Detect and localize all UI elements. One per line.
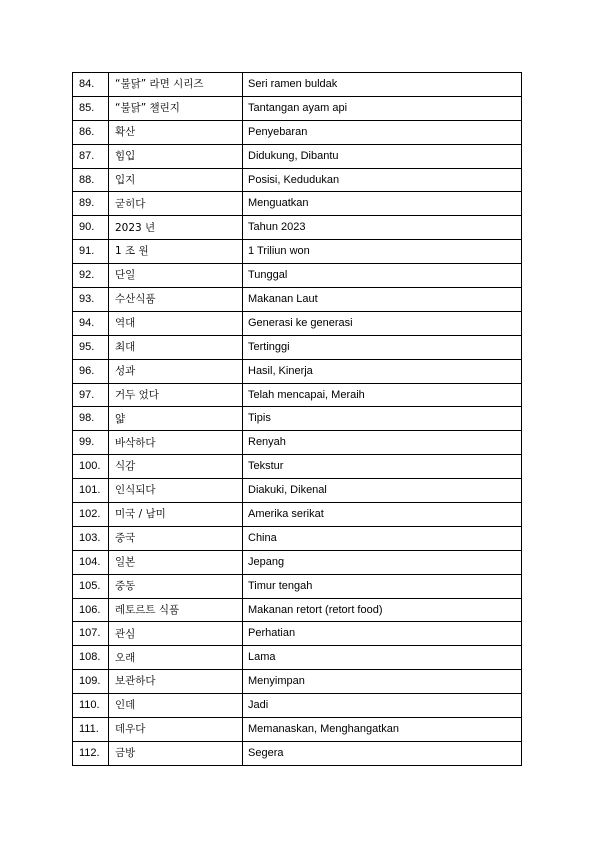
row-number: 112.: [73, 741, 109, 765]
korean-term: 확산: [109, 120, 243, 144]
table-row: [73, 192, 522, 216]
indonesian-meaning: Penyebaran: [243, 120, 522, 144]
indonesian-meaning: Jepang: [243, 550, 522, 574]
table-row: [73, 383, 522, 407]
korean-term: “불닭” 챌린지: [109, 96, 243, 120]
table-row: [73, 622, 522, 646]
korean-term: 얇: [109, 407, 243, 431]
table-row: [73, 741, 522, 765]
row-number: 91.: [73, 240, 109, 264]
row-number: 103.: [73, 526, 109, 550]
row-number: 96.: [73, 359, 109, 383]
korean-term: 2023 년: [109, 216, 243, 240]
row-number: 92.: [73, 264, 109, 288]
table-row: [73, 694, 522, 718]
indonesian-meaning: Tertinggi: [243, 335, 522, 359]
vocabulary-table-body: [73, 73, 522, 766]
row-number: 98.: [73, 407, 109, 431]
row-number: 107.: [73, 622, 109, 646]
indonesian-meaning: Tantangan ayam api: [243, 96, 522, 120]
table-row: [73, 646, 522, 670]
indonesian-meaning: Amerika serikat: [243, 503, 522, 527]
table-row: [73, 311, 522, 335]
indonesian-meaning: Timur tengah: [243, 574, 522, 598]
indonesian-meaning: Hasil, Kinerja: [243, 359, 522, 383]
table-row: [73, 288, 522, 312]
korean-term: 굳히다: [109, 192, 243, 216]
korean-term: 오래: [109, 646, 243, 670]
row-number: 87.: [73, 144, 109, 168]
korean-term: 힘입: [109, 144, 243, 168]
korean-term: 보관하다: [109, 670, 243, 694]
korean-term: 바삭하다: [109, 431, 243, 455]
table-row: [73, 73, 522, 97]
indonesian-meaning: Tahun 2023: [243, 216, 522, 240]
row-number: 99.: [73, 431, 109, 455]
indonesian-meaning: Segera: [243, 741, 522, 765]
row-number: 88.: [73, 168, 109, 192]
table-row: [73, 718, 522, 742]
korean-term: “불닭” 라면 시리즈: [109, 73, 243, 97]
indonesian-meaning: Seri ramen buldak: [243, 73, 522, 97]
table-row: [73, 455, 522, 479]
indonesian-meaning: Generasi ke generasi: [243, 311, 522, 335]
korean-term: 미국 / 남미: [109, 503, 243, 527]
table-row: [73, 168, 522, 192]
table-row: [73, 120, 522, 144]
korean-term: 일본: [109, 550, 243, 574]
row-number: 95.: [73, 335, 109, 359]
table-row: [73, 503, 522, 527]
indonesian-meaning: Posisi, Kedudukan: [243, 168, 522, 192]
table-row: [73, 335, 522, 359]
row-number: 94.: [73, 311, 109, 335]
table-row: [73, 550, 522, 574]
indonesian-meaning: Telah mencapai, Meraih: [243, 383, 522, 407]
indonesian-meaning: Makanan retort (retort food): [243, 598, 522, 622]
korean-term: 단일: [109, 264, 243, 288]
korean-term: 식감: [109, 455, 243, 479]
indonesian-meaning: Jadi: [243, 694, 522, 718]
table-row: [73, 526, 522, 550]
indonesian-meaning: Menguatkan: [243, 192, 522, 216]
korean-term: 1 조 원: [109, 240, 243, 264]
korean-term: 역대: [109, 311, 243, 335]
indonesian-meaning: China: [243, 526, 522, 550]
table-row: [73, 598, 522, 622]
row-number: 97.: [73, 383, 109, 407]
row-number: 93.: [73, 288, 109, 312]
table-row: [73, 144, 522, 168]
indonesian-meaning: Tipis: [243, 407, 522, 431]
korean-term: 레토르트 식품: [109, 598, 243, 622]
korean-term: 인데: [109, 694, 243, 718]
table-row: [73, 574, 522, 598]
indonesian-meaning: Memanaskan, Menghangatkan: [243, 718, 522, 742]
korean-term: 입지: [109, 168, 243, 192]
indonesian-meaning: Lama: [243, 646, 522, 670]
row-number: 108.: [73, 646, 109, 670]
indonesian-meaning: Didukung, Dibantu: [243, 144, 522, 168]
indonesian-meaning: Makanan Laut: [243, 288, 522, 312]
row-number: 105.: [73, 574, 109, 598]
row-number: 109.: [73, 670, 109, 694]
korean-term: 성과: [109, 359, 243, 383]
korean-term: 관심: [109, 622, 243, 646]
korean-term: 중동: [109, 574, 243, 598]
indonesian-meaning: Tunggal: [243, 264, 522, 288]
indonesian-meaning: Menyimpan: [243, 670, 522, 694]
row-number: 111.: [73, 718, 109, 742]
row-number: 106.: [73, 598, 109, 622]
row-number: 89.: [73, 192, 109, 216]
table-row: [73, 670, 522, 694]
row-number: 102.: [73, 503, 109, 527]
table-row: [73, 479, 522, 503]
indonesian-meaning: Diakuki, Dikenal: [243, 479, 522, 503]
indonesian-meaning: Tekstur: [243, 455, 522, 479]
korean-term: 거두 었다: [109, 383, 243, 407]
korean-term: 인식되다: [109, 479, 243, 503]
row-number: 101.: [73, 479, 109, 503]
indonesian-meaning: Renyah: [243, 431, 522, 455]
row-number: 104.: [73, 550, 109, 574]
table-row: [73, 431, 522, 455]
row-number: 84.: [73, 73, 109, 97]
table-row: [73, 216, 522, 240]
row-number: 85.: [73, 96, 109, 120]
indonesian-meaning: 1 Triliun won: [243, 240, 522, 264]
table-row: [73, 407, 522, 431]
table-row: [73, 96, 522, 120]
korean-term: 최대: [109, 335, 243, 359]
row-number: 110.: [73, 694, 109, 718]
table-row: [73, 359, 522, 383]
vocabulary-table: [72, 72, 522, 766]
table-row: [73, 240, 522, 264]
korean-term: 수산식품: [109, 288, 243, 312]
table-row: [73, 264, 522, 288]
korean-term: 중국: [109, 526, 243, 550]
korean-term: 금방: [109, 741, 243, 765]
row-number: 90.: [73, 216, 109, 240]
korean-term: 데우다: [109, 718, 243, 742]
row-number: 100.: [73, 455, 109, 479]
row-number: 86.: [73, 120, 109, 144]
indonesian-meaning: Perhatian: [243, 622, 522, 646]
